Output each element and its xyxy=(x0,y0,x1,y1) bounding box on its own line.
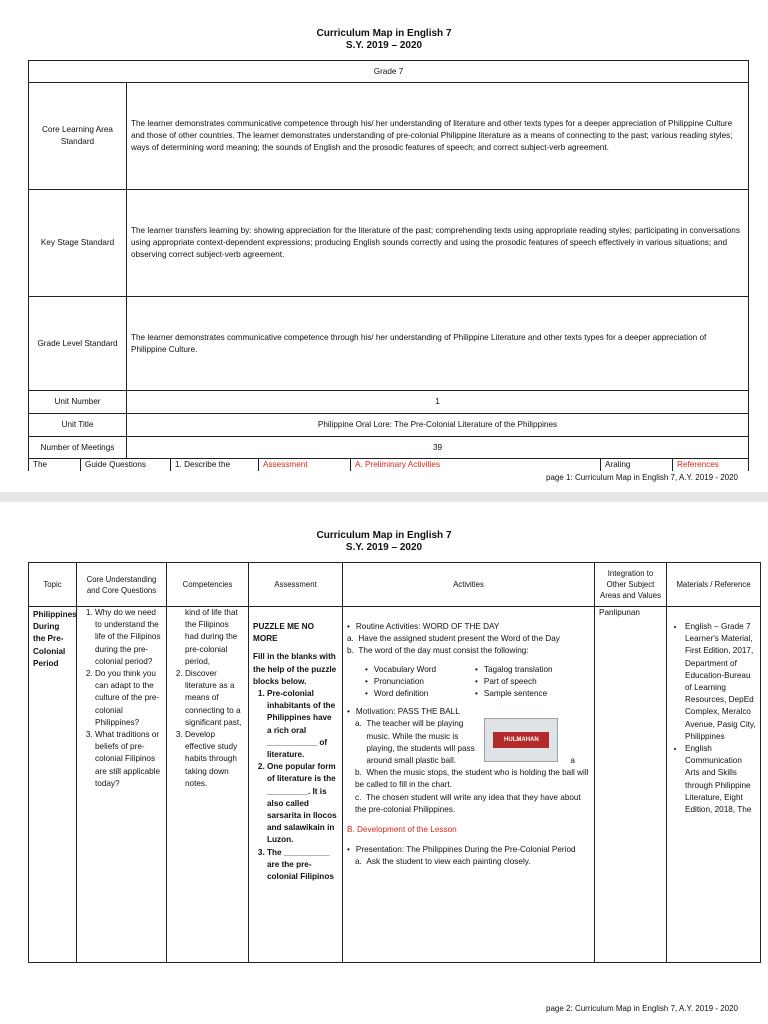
meetings-label: Number of Meetings xyxy=(29,437,127,459)
school-year-line: S.Y. 2019 – 2020 xyxy=(345,542,423,553)
header-assessment: Assessment xyxy=(249,563,343,607)
topic-cell: Philippines During the Pre-Colonial Period xyxy=(29,607,77,963)
cut-cell-guide: Guide Questions xyxy=(81,459,171,472)
list-item: • Sample sentence xyxy=(475,688,585,700)
motivation-b: b. When the music stops, the student who is holding the ball will be called to fill in the chart. xyxy=(355,768,589,790)
materials-cell xyxy=(667,607,761,963)
unit-number-label: Unit Number xyxy=(29,391,127,414)
list-item: • English – Grade 7 Learner's Material, First Edition, 2017, Department of Education-Bureau of Learning Resources, DepEd Complex, Meralco Avenue, Pasig City, Philippines xyxy=(685,621,756,743)
key-stage-text: The learner transfers learning by: showing appreciation for the literature of the past; comprehending texts using appropriate reading styles; participating in conversations using appropriate context-dependent expressions; producing English sounds correctly and using the prosodic features of speech effectively in various situations; and observing correct subject-verb agreement. xyxy=(127,190,749,297)
list-item: 1. Pre-colonial inhabitants of the Philippines have a rich oral ___________ of literature. xyxy=(267,688,338,761)
cut-cell-competency: 1. Describe the xyxy=(171,459,259,472)
materials-list xyxy=(671,621,756,816)
list-item: 2. One popular form of literature is the _________. It is also called sarsarita in Ilocos and salawikain in Luzon. xyxy=(267,761,338,846)
list-item: 2. Do you think you can adapt to the culture of the pre-colonial Philippines? xyxy=(95,668,162,729)
header-core-understanding: Core Understanding and Core Questions xyxy=(77,563,167,607)
header-competencies: Competencies xyxy=(167,563,249,607)
document-page-2 xyxy=(0,492,768,1024)
presentation-a: a. Ask the student to view each painting closely. xyxy=(355,857,531,867)
assessment-items xyxy=(253,688,338,883)
motivation-a-tail: a xyxy=(570,756,575,766)
motivation-c: c. The chosen student will write any idea that they have about the pre-colonial Philippines. xyxy=(355,792,581,814)
list-item: • Vocabulary Word xyxy=(365,664,475,676)
list-item: • English Communication Arts and Skills through Philippine Literature, Eight Edition, 2018, The xyxy=(685,743,756,816)
activity-b-text: The word of the day must consist the following: xyxy=(358,646,529,656)
list-item: 1. Why do we need to understand the life of the Filipinos during the pre-colonial period? xyxy=(95,607,162,668)
list-item: 3. Develop effective study habits through taking down notes. xyxy=(185,729,244,790)
questions-cell xyxy=(77,607,167,963)
integration-cell: Panlipunan xyxy=(595,607,667,963)
cut-cell-activities: A. Preliminary Activities xyxy=(351,459,601,472)
list-item: • Tagalog translation xyxy=(475,664,585,676)
list-item: • Word definition xyxy=(365,688,475,700)
title-line: Curriculum Map in English 7 xyxy=(316,530,452,541)
image-caption: HULMAHAN xyxy=(493,732,549,748)
motivation-b-text: When the music stops, the student who is holding the ball will be called to fill in the chart. xyxy=(355,768,589,790)
key-stage-label: Key Stage Standard xyxy=(29,190,127,297)
page-footer: page 2: Curriculum Map in English 7, A.Y. 2019 - 2020 xyxy=(546,1004,738,1013)
header-activities: Activities xyxy=(343,563,595,607)
questions-list xyxy=(81,607,162,790)
core-standard-text: The learner demonstrates communicative competence through his/ her understanding of literature and other texts types for a deeper appreciation of Philippine Culture and those of other countries. The learner demonstrates understanding of pre-colonial Philippine literature as a means of connecting to the past; various reading styles; ways of determining word meaning; the sounds of English and the prosodic features of speech; and correct subject-verb agreement. xyxy=(127,83,749,190)
activities-cell xyxy=(343,607,595,963)
activity-a-text: Have the assigned student present the Word of the Day xyxy=(358,634,560,644)
unit-number-value: 1 xyxy=(127,391,749,414)
curriculum-table xyxy=(28,562,761,963)
unit-title-label: Unit Title xyxy=(29,414,127,437)
header-integration: Integration to Other Subject Areas and Values xyxy=(595,563,667,607)
assessment-title: PUZZLE ME NO MORE xyxy=(253,622,314,644)
grade-cell: Grade 7 xyxy=(29,61,749,83)
list-item: 3. The __________ are the pre-colonial Filipinos xyxy=(267,847,338,884)
motivation-c-text: The chosen student will write any idea that they have about the pre-colonial Philippines. xyxy=(355,792,581,814)
grade-level-text: The learner demonstrates communicative competence through his/ her understanding of Philippine Literature and other texts types for a deeper appreciation of Philippine Culture. xyxy=(127,297,749,391)
motivation: • Motivation: PASS THE BALL xyxy=(347,706,590,718)
routine-activities: • Routine Activities: WORD OF THE DAY xyxy=(347,621,590,633)
list-item: 3. What traditions or beliefs of pre-colonial Filipinos are still applicable today? xyxy=(95,729,162,790)
competencies-cell xyxy=(167,607,249,963)
page-title xyxy=(0,28,768,52)
presentation-a-text: Ask the student to view each painting closely. xyxy=(366,857,531,867)
header-topic: Topic xyxy=(29,563,77,607)
school-year-line: S.Y. 2019 – 2020 xyxy=(345,40,423,51)
meetings-value: 39 xyxy=(127,437,749,459)
cut-off-row xyxy=(28,458,749,471)
page-title xyxy=(0,530,768,554)
hulmahan-image xyxy=(484,718,558,762)
core-standard-label: Core Learning Area Standard xyxy=(29,83,127,190)
list-item: • Pronunciation xyxy=(365,676,475,688)
document-page-1 xyxy=(0,0,768,492)
competencies-list xyxy=(171,668,244,790)
motivation-a: a. The teacher will be playing music. While the music is playing, the students will pass around small plastic ball. HULMAHAN a xyxy=(347,718,590,767)
unit-title-value: Philippine Oral Lore: The Pre-Colonial Literature of the Philippines xyxy=(127,414,749,437)
list-item: • Part of speech xyxy=(475,676,585,688)
competency-intro: kind of life that the Filipinos had during the pre-colonial period, xyxy=(185,608,238,666)
grade-level-label: Grade Level Standard xyxy=(29,297,127,391)
motivation-a-text: The teacher will be playing music. While the music is playing, the students will pass around small plastic ball. xyxy=(366,719,475,766)
activity-a: a. Have the assigned student present the Word of the Day xyxy=(347,634,560,644)
title-line: Curriculum Map in English 7 xyxy=(316,28,452,39)
assessment-intro: Fill in the blanks with the help of the puzzle blocks below. xyxy=(253,652,337,686)
assessment-cell xyxy=(249,607,343,963)
cut-cell-integration: Araling xyxy=(601,459,673,472)
header-materials: Materials / Reference xyxy=(667,563,761,607)
standards-table xyxy=(28,60,749,459)
presentation: • Presentation: The Philippines During the Pre-Colonial Period xyxy=(347,844,590,856)
cut-cell-references: References xyxy=(673,459,749,472)
activity-b: b. The word of the day must consist the following: xyxy=(347,646,529,656)
word-items-grid xyxy=(347,664,590,701)
cut-cell-assessment: Assessment xyxy=(259,459,351,472)
list-item: 2. Discover literature as a means of connecting to a significant past, xyxy=(185,668,244,729)
cut-cell-topic: The xyxy=(29,459,81,472)
section-b-heading: B. Development of the Lesson xyxy=(347,825,457,835)
page-footer: page 1: Curriculum Map in English 7, A.Y. 2019 - 2020 xyxy=(546,473,738,482)
